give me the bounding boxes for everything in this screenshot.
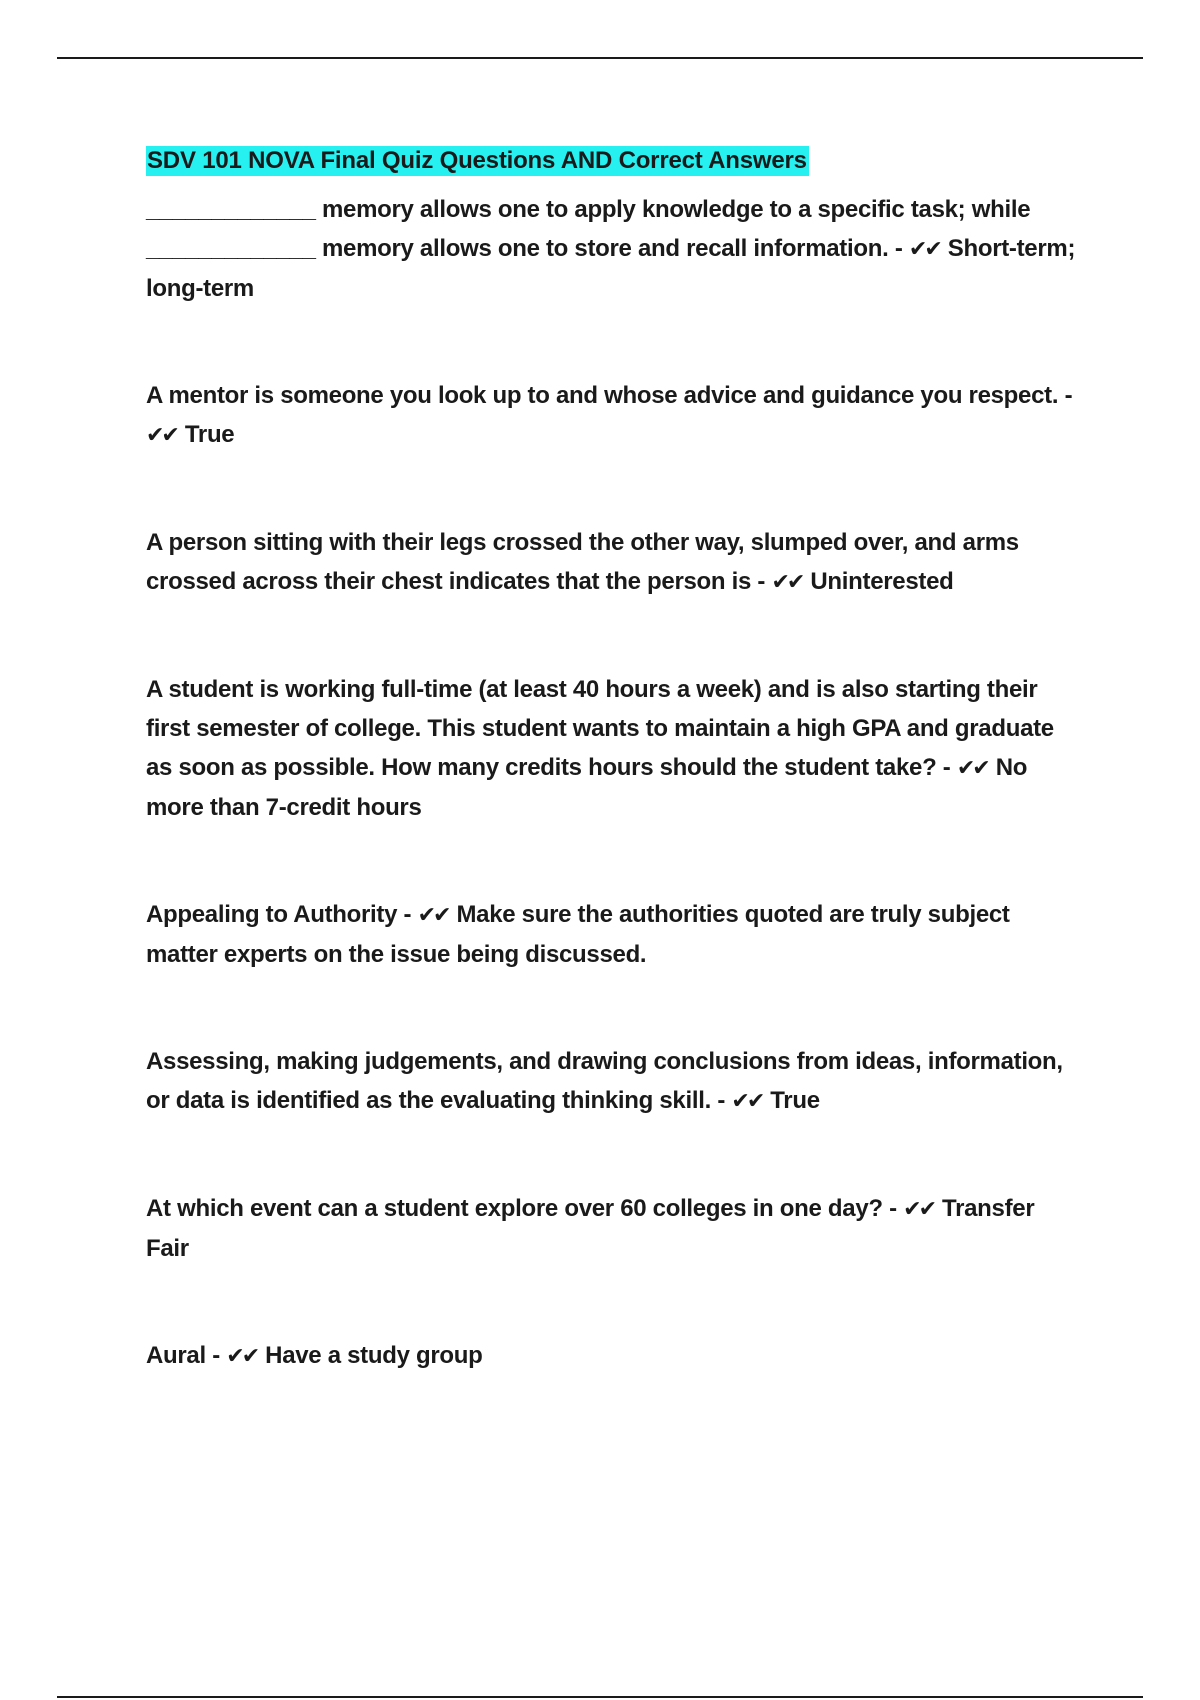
double-check-icon: ✔✔ — [417, 903, 449, 928]
double-check-icon: ✔✔ — [903, 1197, 935, 1222]
qa-item — [146, 1336, 1076, 1376]
qa-item — [146, 376, 1076, 455]
question-text: Aural - — [146, 1342, 220, 1369]
answer-text: Transfer Fair — [146, 1195, 1035, 1262]
question-text: Appealing to Authority - — [146, 901, 412, 928]
answer-text: Make sure the authorities quoted are truly subject matter experts on the issue being discussed. — [146, 901, 1010, 968]
qa-item — [146, 1189, 1076, 1268]
answer-text: True — [770, 1087, 820, 1114]
answer-text: True — [184, 421, 235, 448]
double-check-icon: ✔✔ — [908, 237, 940, 262]
qa-item — [146, 523, 1076, 602]
answer-text: Uninterested — [810, 568, 954, 595]
answer-text: Have a study group — [265, 1342, 483, 1369]
question-text: A student is working full-time (at least 40 hours a week) and is also starting their first semester of college. This student wants to maintain a high GPA and graduate as soon as possible. How many credits hours should the student take? - — [146, 676, 1054, 781]
question-text: _____________ memory allows one to apply knowledge to a specific task; while _____________ memory allows one to store and recall information. - — [146, 196, 1031, 262]
answer-text: Short-term; long-term — [146, 235, 1076, 302]
qa-item — [146, 670, 1076, 827]
double-check-icon: ✔✔ — [771, 570, 803, 595]
header-rule — [57, 57, 1143, 59]
answer-text: No more than 7-credit hours — [146, 754, 1028, 821]
double-check-icon: ✔✔ — [146, 423, 177, 448]
question-text: A mentor is someone you look up to and whose advice and guidance you respect. - — [146, 382, 1073, 409]
qa-item — [146, 895, 1076, 974]
qa-item — [146, 1042, 1076, 1121]
qa-item — [146, 190, 1076, 308]
question-text: Assessing, making judgements, and drawing conclusions from ideas, information, or data is identified as the evaluating thinking skill. - — [146, 1048, 1063, 1114]
double-check-icon: ✔✔ — [956, 756, 988, 781]
question-text: A person sitting with their legs crossed the other way, slumped over, and arms crossed across their chest indicates that the person is - — [146, 529, 1019, 595]
question-text: At which event can a student explore over 60 colleges in one day? - — [146, 1195, 897, 1222]
double-check-icon: ✔✔ — [226, 1344, 258, 1369]
document-body — [146, 146, 1076, 1376]
footer-rule — [57, 1696, 1143, 1698]
double-check-icon: ✔✔ — [731, 1089, 763, 1114]
document-title: SDV 101 NOVA Final Quiz Questions AND Correct Answers — [147, 147, 807, 174]
